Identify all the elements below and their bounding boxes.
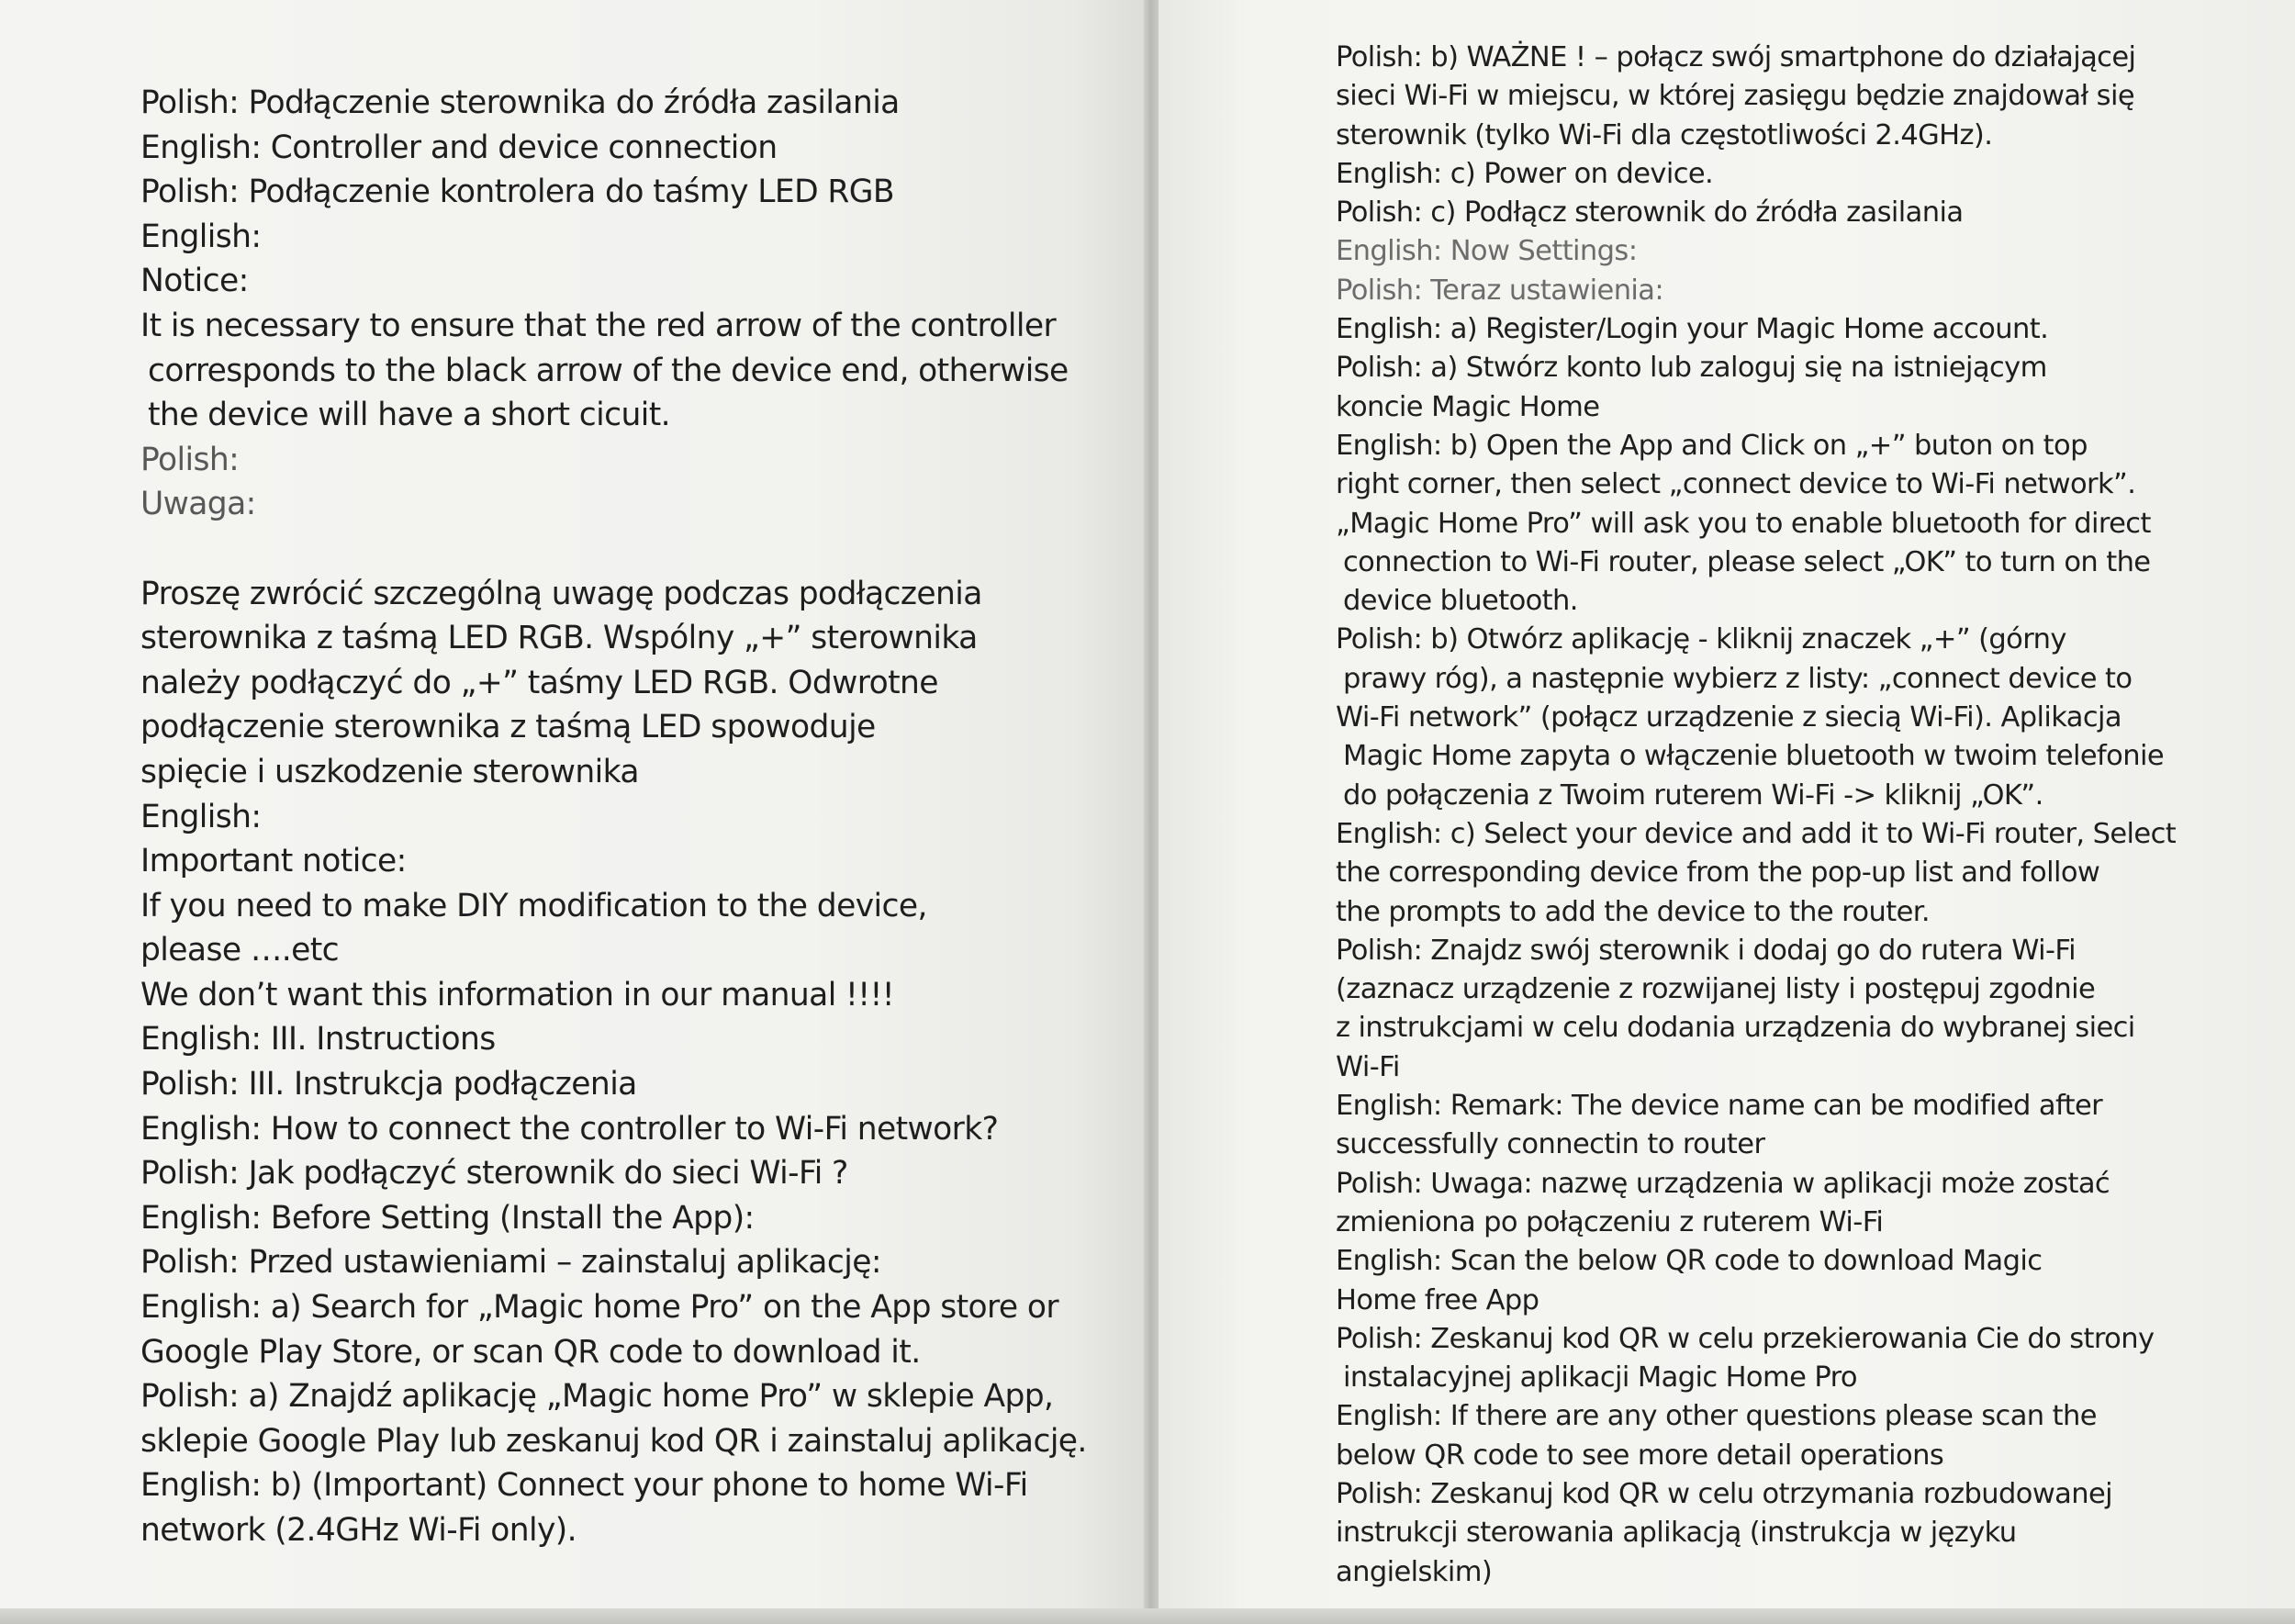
text-line: English: a) Search for „Magic home Pro” on the App store or xyxy=(140,1289,1058,1327)
text-line: English: How to connect the controller to Wi-Fi network? xyxy=(140,1110,999,1148)
text-line: koncie Magic Home xyxy=(1336,390,1600,423)
text-line: English: Controller and device connection xyxy=(140,129,778,166)
text-line: (zaznacz urządzenie z rozwijanej listy i postępuj zgodnie xyxy=(1336,973,2096,1006)
right-page xyxy=(1159,0,2295,1624)
text-line: instrukcji sterowania aplikacją (instrukcja w języku xyxy=(1336,1517,2017,1550)
text-line: Polish: III. Instrukcja podłączenia xyxy=(140,1066,637,1103)
left-page-text xyxy=(140,81,1132,1553)
text-line: Polish: b) Otwórz aplikację - kliknij znaczek „+” (górny xyxy=(1336,623,2066,656)
text-line: successfully connectin to router xyxy=(1336,1128,1765,1161)
text-line: Wi-Fi xyxy=(1336,1050,1400,1083)
text-line: Polish: b) WAŻNE ! – połącz swój smartphone do działającej xyxy=(1336,41,2136,73)
text-line: device bluetooth. xyxy=(1343,585,1578,618)
paper-bottom-edge xyxy=(0,1608,2295,1624)
text-line: Home free App xyxy=(1336,1283,1539,1316)
text-line: „Magic Home Pro” will ask you to enable bluetooth for direct xyxy=(1336,507,2151,540)
text-line: zmieniona po połączeniu z ruterem Wi-Fi xyxy=(1336,1205,1884,1238)
text-line: It is necessary to ensure that the red arrow of the controller xyxy=(140,307,1057,344)
text-line: English: III. Instructions xyxy=(140,1021,496,1058)
right-page-text xyxy=(1336,39,2281,1592)
text-line: network (2.4GHz Wi-Fi only). xyxy=(140,1512,577,1549)
text-line: right corner, then select „connect device to Wi-Fi network”. xyxy=(1336,468,2136,501)
text-line: Polish: a) Stwórz konto lub zaloguj się na istniejącym xyxy=(1336,352,2047,385)
text-line: We don’t want this information in our manual !!!! xyxy=(140,976,894,1014)
text-line: the device will have a short cicuit. xyxy=(148,397,671,434)
text-line: Polish: Jak podłączyć sterownik do sieci Wi-Fi ? xyxy=(140,1155,848,1193)
text-line: English: a) Register/Login your Magic Home account. xyxy=(1336,313,2049,346)
text-line: If you need to make DIY modification to the device, xyxy=(140,887,927,924)
text-line: English: c) Select your device and add it to Wi-Fi router, Select xyxy=(1336,817,2177,850)
text-line: z instrukcjami w celu dodania urządzenia do wybranej sieci xyxy=(1336,1012,2135,1045)
text-line: do połączenia z Twoim ruterem Wi-Fi -> kliknij „OK”. xyxy=(1343,778,2043,812)
text-line: Polish: Znajdz swój sterownik i dodaj go do rutera Wi-Fi xyxy=(1336,934,2076,967)
text-line: Uwaga: xyxy=(140,486,256,523)
text-line: English: c) Power on device. xyxy=(1336,157,1714,190)
text-line: należy podłączyć do „+” taśmy LED RGB. Odwrotne xyxy=(140,664,938,701)
text-line: English: b) (Important) Connect your phone to home Wi-Fi xyxy=(140,1467,1028,1505)
text-line: Wi-Fi network” (połącz urządzenie z siecią Wi-Fi). Aplikacja xyxy=(1336,701,2121,734)
text-line: Magic Home zapyta o włączenie bluetooth w twoim telefonie xyxy=(1343,740,2164,773)
text-line: Notice: xyxy=(140,263,249,300)
text-line: English: xyxy=(140,798,262,835)
text-line: English: If there are any other questions please scan the xyxy=(1336,1400,2097,1433)
text-line: sterownika z taśmą LED RGB. Wspólny „+” sterownika xyxy=(140,620,978,657)
text-line: English: b) Open the App and Click on „+” buton on top xyxy=(1336,429,2088,462)
text-line: below QR code to see more detail operations xyxy=(1336,1439,1944,1472)
text-line: Polish: Teraz ustawienia: xyxy=(1336,274,1664,307)
text-line: sieci Wi-Fi w miejscu, w której zasięgu będzie znajdował się xyxy=(1336,80,2134,113)
text-line: English: Before Setting (Install the App): xyxy=(140,1199,755,1237)
text-line: podłączenie sterownika z taśmą LED spowoduje xyxy=(140,709,876,746)
text-line: sterownik (tylko Wi-Fi dla częstotliwości 2.4GHz). xyxy=(1336,118,1993,151)
text-line: Google Play Store, or scan QR code to download it. xyxy=(140,1333,921,1371)
text-line: corresponds to the black arrow of the device end, otherwise xyxy=(148,352,1069,389)
text-line: Polish: Zeskanuj kod QR w celu otrzymania rozbudowanej xyxy=(1336,1477,2113,1510)
text-line: English: Now Settings: xyxy=(1336,235,1638,268)
text-line: Polish: Zeskanuj kod QR w celu przekierowania Cie do strony xyxy=(1336,1322,2155,1355)
text-line: Important notice: xyxy=(140,843,407,880)
text-line: please ….etc xyxy=(140,932,340,969)
text-line: Polish: Podłączenie sterownika do źródła zasilania xyxy=(140,84,900,121)
page-fold xyxy=(1144,0,1159,1624)
text-line: Polish: Podłączenie kontrolera do taśmy LED RGB xyxy=(140,174,894,211)
text-line: instalacyjnej aplikacji Magic Home Pro xyxy=(1343,1361,1857,1394)
text-line: sklepie Google Play lub zeskanuj kod QR i zainstaluj aplikację. xyxy=(140,1422,1087,1460)
text-line: prawy róg), a następnie wybierz z listy: „connect device to xyxy=(1343,662,2133,695)
text-line: English: Scan the below QR code to download Magic xyxy=(1336,1245,2043,1278)
text-line: Polish: Uwaga: nazwę urządzenia w aplikacji może zostać xyxy=(1336,1167,2110,1200)
text-line: English: Remark: The device name can be modified after xyxy=(1336,1090,2103,1123)
text-line: connection to Wi-Fi router, please select „OK” to turn on the xyxy=(1343,545,2151,578)
text-line: English: xyxy=(140,218,262,255)
text-line: the prompts to add the device to the router. xyxy=(1336,895,1930,928)
text-line: the corresponding device from the pop-up list and follow xyxy=(1336,857,2100,890)
left-page xyxy=(0,0,1144,1624)
text-line: Polish: a) Znajdź aplikację „Magic home Pro” w sklepie App, xyxy=(140,1378,1054,1416)
text-line: spięcie i uszkodzenie sterownika xyxy=(140,753,639,790)
text-line: Proszę zwrócić szczególną uwagę podczas podłączenia xyxy=(140,575,982,612)
text-line: Polish: xyxy=(140,441,240,478)
text-line: Polish: c) Podłącz sterownik do źródła zasilania xyxy=(1336,196,1964,230)
paragraph-gap xyxy=(140,527,1132,572)
text-line: angielskim) xyxy=(1336,1555,1493,1588)
text-line: Polish: Przed ustawieniami – zainstaluj aplikację: xyxy=(140,1244,881,1282)
